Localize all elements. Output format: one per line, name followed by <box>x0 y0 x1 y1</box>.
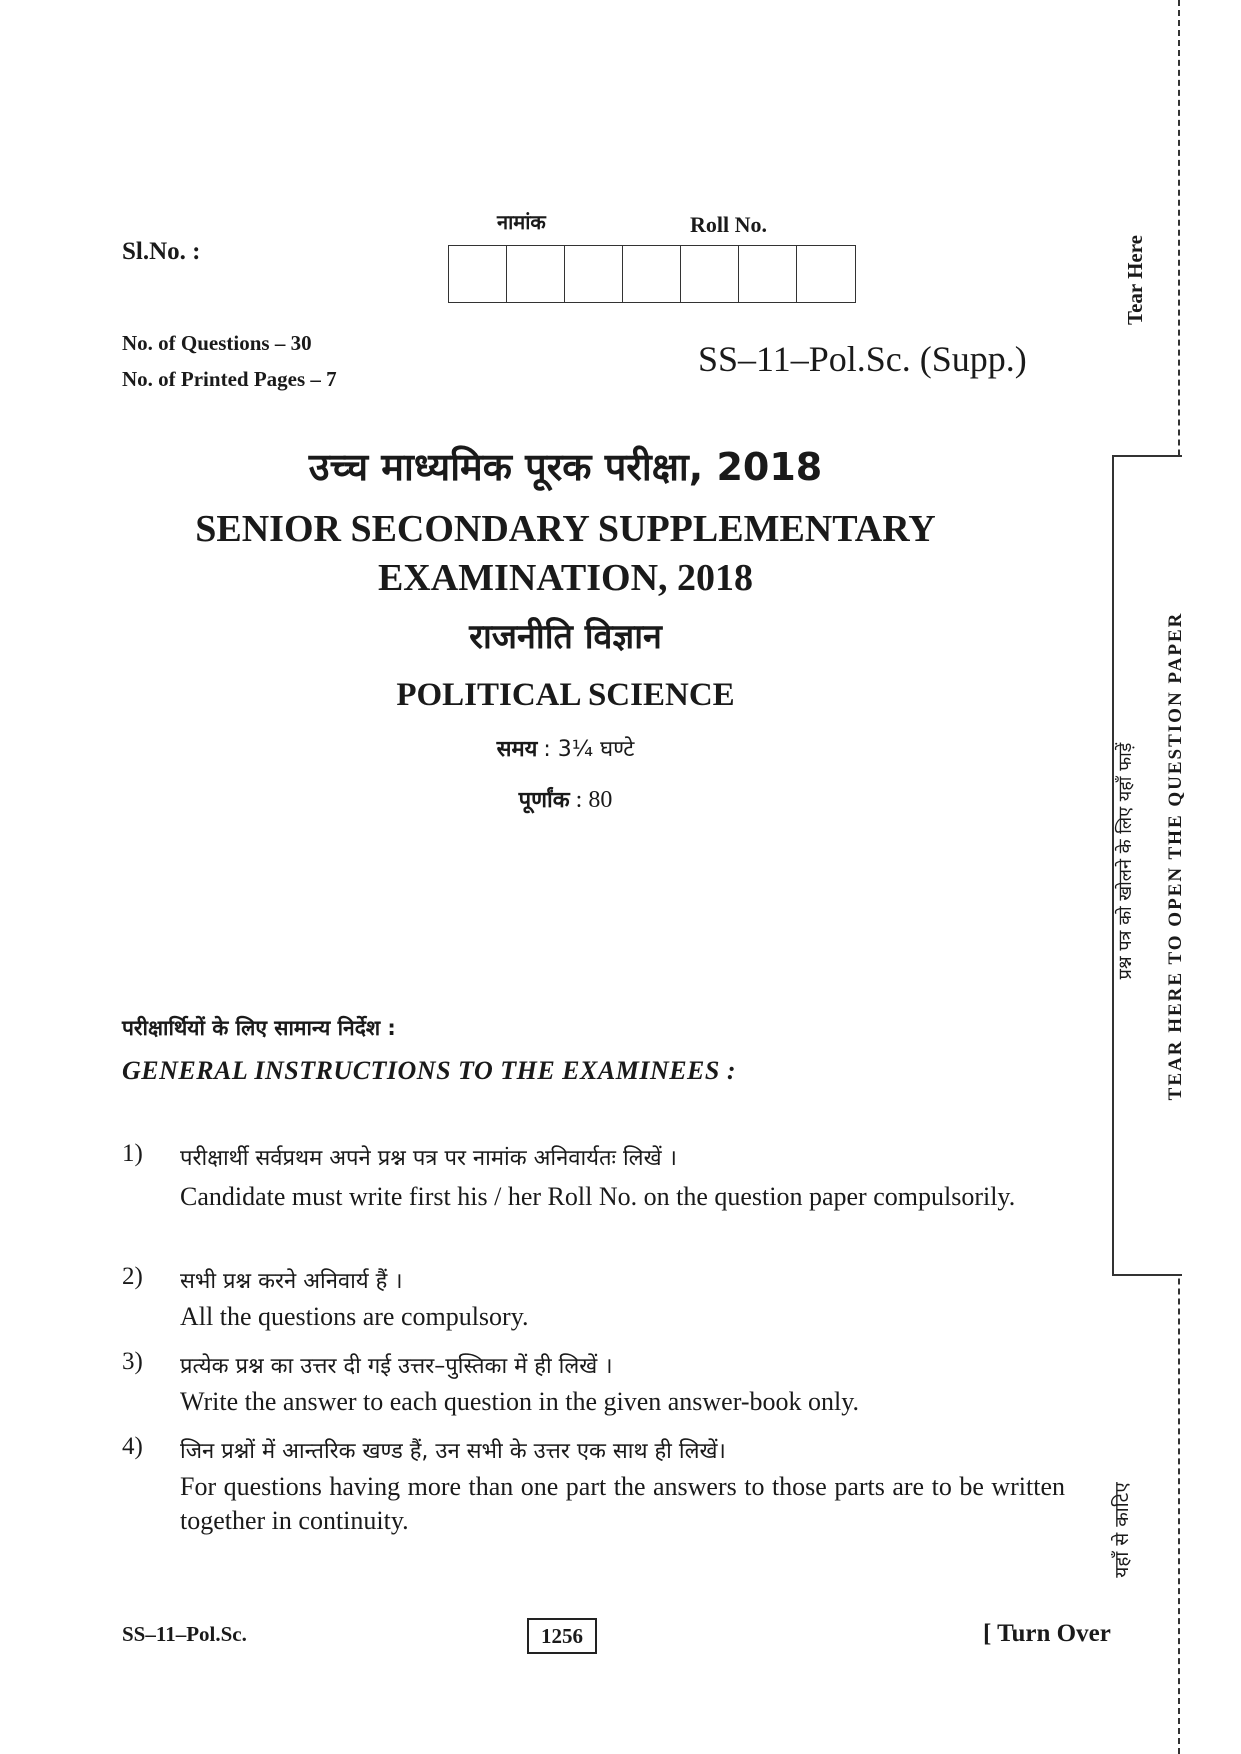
instruction-hindi: सभी प्रश्न करने अनिवार्य हैं । <box>180 1269 403 1294</box>
marks-label: पूर्णांक <box>518 788 570 813</box>
instructions-heading-hindi: परीक्षार्थियों के लिए सामान्य निर्देश : <box>122 1016 396 1040</box>
instruction-hindi: प्रत्येक प्रश्न का उत्तर दी गई उत्तर–पुस्तिका में ही लिखें । <box>180 1354 613 1379</box>
num-printed-pages: No. of Printed Pages – 7 <box>122 367 337 391</box>
roll-digit-box[interactable] <box>565 246 623 302</box>
time-value: : 3¼ घण्टे <box>543 737 635 762</box>
namank-label: नामांक <box>497 210 546 234</box>
roll-number-boxes[interactable] <box>448 245 856 303</box>
footer-page-code: 1256 <box>527 1618 597 1654</box>
sl-no-label: Sl.No. : <box>122 238 201 265</box>
instruction-english: For questions having more than one part the answers to those parts are to be written together in continuity. <box>180 1472 1065 1535</box>
tear-hindi-label: प्रश्न पत्र को खोलने के लिए यहाँ फाड़ें <box>1115 742 1136 980</box>
instruction-hindi: परीक्षार्थी सर्वप्रथम अपने प्रश्न पत्र पर नामांक अनिवार्यतः लिखें । <box>180 1146 677 1171</box>
english-exam-title-line2: EXAMINATION, 2018 <box>377 557 754 599</box>
paper-code: SS–11–Pol.Sc. (Supp.) <box>698 339 1027 379</box>
footer-code: SS–11–Pol.Sc. <box>122 1622 247 1646</box>
instruction-hindi: जिन प्रश्नों में आन्तरिक खण्ड हैं, उन सभी के उत्तर एक साथ ही लिखें। <box>180 1439 726 1464</box>
marks-line <box>0 784 1241 814</box>
time-line <box>0 733 1241 763</box>
instruction-number: 3) <box>122 1348 143 1375</box>
roll-digit-box[interactable] <box>797 246 855 302</box>
instruction-number: 4) <box>122 1433 143 1460</box>
roll-digit-box[interactable] <box>623 246 681 302</box>
roll-digit-box[interactable] <box>739 246 797 302</box>
instruction-english: All the questions are compulsory. <box>180 1302 529 1331</box>
tear-english-label: TEAR HERE TO OPEN THE QUESTION PAPER <box>1165 611 1186 1101</box>
english-subject-title: POLITICAL SCIENCE <box>396 677 735 713</box>
time-label: समय <box>496 737 538 762</box>
hindi-exam-title: उच्च माध्यमिक पूरक परीक्षा, 2018 <box>308 445 823 489</box>
num-questions: No. of Questions – 30 <box>122 331 312 355</box>
cut-here-label: यहाँ से काटिए <box>1111 1482 1133 1578</box>
english-exam-title-line1: SENIOR SECONDARY SUPPLEMENTARY <box>195 508 936 550</box>
hindi-subject-title: राजनीति विज्ञान <box>469 617 662 657</box>
instruction-english: Write the answer to each question in the given answer-book only. <box>180 1387 860 1416</box>
instruction-number: 2) <box>122 1263 143 1290</box>
instruction-number: 1) <box>122 1140 143 1167</box>
roll-digit-box[interactable] <box>507 246 565 302</box>
instruction-english: Candidate must write first his / her Roll No. on the question paper compulsorily. <box>180 1182 1016 1211</box>
roll-digit-box[interactable] <box>449 246 507 302</box>
instructions-heading-english: GENERAL INSTRUCTIONS TO THE EXAMINEES : <box>122 1056 737 1085</box>
roll-digit-box[interactable] <box>681 246 739 302</box>
roll-no-label: Roll No. <box>690 212 767 237</box>
marks-value: : 80 <box>575 787 613 813</box>
turn-over-label: [ Turn Over <box>983 1620 1111 1647</box>
tear-here-label: Tear Here <box>1123 235 1147 326</box>
